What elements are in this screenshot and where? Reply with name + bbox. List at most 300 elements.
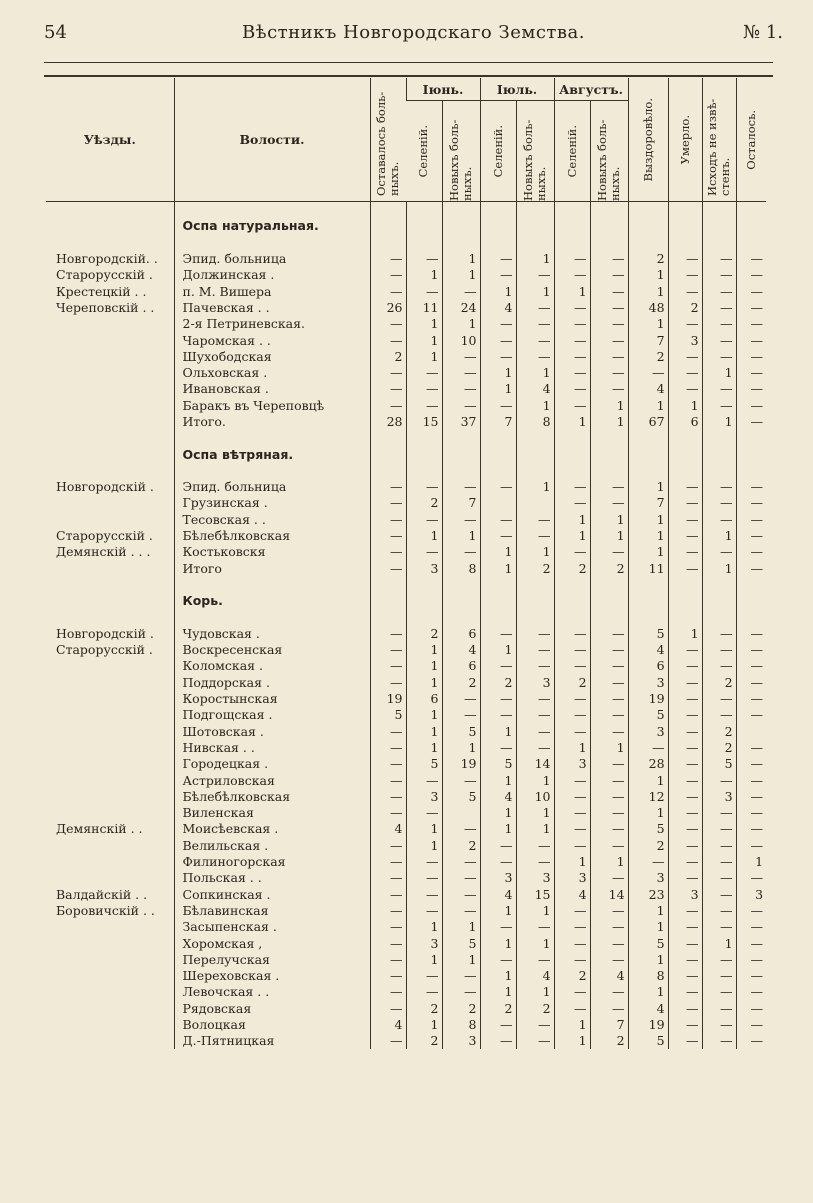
value-cell: — — [370, 854, 406, 870]
value-cell: 1 — [554, 414, 590, 430]
volost-cell: Подгощская . — [174, 707, 370, 723]
value-cell: 1 — [480, 365, 516, 381]
value-cell: — — [406, 544, 442, 560]
value-cell: 2 — [370, 349, 406, 365]
spacer-cell — [702, 202, 736, 219]
value-cell: 3 — [480, 870, 516, 886]
empty-cell — [554, 446, 590, 462]
value-cell: 5 — [702, 756, 736, 772]
value-cell: — — [590, 838, 628, 854]
empty-cell — [370, 446, 406, 462]
table-row — [46, 283, 766, 299]
table-row — [46, 968, 766, 984]
value-cell: — — [590, 495, 628, 511]
value-cell: 1 — [442, 919, 480, 935]
spacer-cell — [554, 235, 590, 251]
table-row — [46, 332, 766, 348]
value-cell: — — [668, 283, 702, 299]
spacer-cell — [370, 577, 406, 593]
value-cell: — — [668, 968, 702, 984]
value-cell: 2 — [442, 1001, 480, 1017]
value-cell: 1 — [406, 838, 442, 854]
value-cell: — — [442, 903, 480, 919]
value-cell: — — [702, 903, 736, 919]
value-cell: 5 — [628, 707, 668, 723]
value-cell: — — [590, 332, 628, 348]
value-cell: 1 — [442, 740, 480, 756]
value-cell: 4 — [480, 789, 516, 805]
value-cell: 1 — [516, 984, 554, 1000]
value-cell: 1 — [702, 935, 736, 951]
spacer-cell — [736, 430, 766, 446]
spacer-cell — [628, 202, 668, 219]
spacer-cell — [174, 430, 370, 446]
table-row — [46, 821, 766, 837]
value-cell: — — [516, 1017, 554, 1033]
value-cell: — — [736, 495, 766, 511]
value-cell: 5 — [628, 1033, 668, 1049]
value-cell: 1 — [736, 854, 766, 870]
value-cell: — — [516, 707, 554, 723]
value-cell: — — [554, 838, 590, 854]
empty-cell — [668, 218, 702, 234]
col-uezd: Уѣзды. — [46, 78, 174, 202]
value-cell: — — [590, 691, 628, 707]
value-cell: — — [668, 740, 702, 756]
value-cell: — — [668, 691, 702, 707]
uezd-cell: Крестецкій . . — [56, 283, 147, 299]
value-cell: — — [590, 789, 628, 805]
value-cell: 1 — [554, 854, 590, 870]
value-cell: 1 — [590, 740, 628, 756]
spacer-cell — [480, 202, 516, 219]
value-cell: 1 — [480, 968, 516, 984]
value-cell: — — [702, 821, 736, 837]
spacer-cell — [46, 235, 174, 251]
volost-cell: Эпид. больница — [174, 251, 370, 267]
value-cell: 1 — [442, 528, 480, 544]
value-cell: — — [370, 724, 406, 740]
uezd-cell — [46, 512, 174, 528]
value-cell — [442, 805, 480, 821]
value-cell: — — [668, 1033, 702, 1049]
value-cell: 1 — [554, 528, 590, 544]
value-cell: 67 — [628, 414, 668, 430]
section-spacer — [46, 577, 766, 593]
table-row — [46, 870, 766, 886]
value-cell: 1 — [590, 528, 628, 544]
value-cell: 1 — [406, 332, 442, 348]
value-cell: 14 — [516, 756, 554, 772]
volost-cell: Польская . . — [174, 870, 370, 886]
value-cell: 5 — [628, 935, 668, 951]
value-cell: — — [668, 365, 702, 381]
value-cell: 1 — [406, 675, 442, 691]
value-cell: 1 — [516, 903, 554, 919]
value-cell: — — [736, 479, 766, 495]
value-cell: — — [590, 984, 628, 1000]
value-cell: — — [370, 332, 406, 348]
value-cell: — — [554, 903, 590, 919]
table-row — [46, 1033, 766, 1049]
spacer-cell — [480, 430, 516, 446]
value-cell: 1 — [628, 544, 668, 560]
value-cell: — — [554, 658, 590, 674]
value-cell: 5 — [628, 821, 668, 837]
spacer-cell — [174, 235, 370, 251]
spacer-cell — [736, 235, 766, 251]
table-row — [46, 984, 766, 1000]
value-cell — [480, 495, 516, 511]
value-cell: — — [590, 805, 628, 821]
volost-cell: Левочская . . — [174, 984, 370, 1000]
empty-cell — [628, 446, 668, 462]
table-row — [46, 626, 766, 642]
spacer-cell — [406, 202, 442, 219]
value-cell: — — [370, 984, 406, 1000]
value-cell: — — [516, 267, 554, 283]
value-cell: 1 — [554, 1017, 590, 1033]
spacer-cell — [554, 463, 590, 479]
empty-cell — [554, 593, 590, 609]
value-cell: — — [480, 658, 516, 674]
value-cell: — — [406, 903, 442, 919]
uezd-cell — [46, 707, 174, 723]
col-unknown: Исходъ не извѣ- стенъ. — [702, 78, 736, 202]
value-cell: — — [480, 251, 516, 267]
value-cell: — — [370, 870, 406, 886]
spacer-cell — [442, 202, 480, 219]
col-volost: Волости. — [174, 78, 370, 202]
value-cell: — — [370, 789, 406, 805]
value-cell: — — [554, 952, 590, 968]
value-cell: — — [736, 968, 766, 984]
value-cell: — — [406, 365, 442, 381]
value-cell: — — [702, 658, 736, 674]
table-header — [46, 78, 766, 202]
value-cell: 3 — [516, 675, 554, 691]
value-cell: — — [554, 316, 590, 332]
value-cell: 1 — [406, 740, 442, 756]
table-top-rule — [44, 75, 773, 77]
spacer-cell — [628, 577, 668, 593]
value-cell: 15 — [406, 414, 442, 430]
volost-cell: Виленская — [174, 805, 370, 821]
table-row — [46, 740, 766, 756]
uezd-cell: Новгородскій . — [56, 479, 154, 495]
empty-cell — [590, 218, 628, 234]
volost-cell: Перелучская — [174, 952, 370, 968]
value-cell: — — [736, 984, 766, 1000]
value-cell: — — [736, 675, 766, 691]
value-cell: 1 — [516, 544, 554, 560]
table-row — [46, 789, 766, 805]
empty-cell — [442, 218, 480, 234]
value-cell: 1 — [590, 414, 628, 430]
value-cell: — — [554, 365, 590, 381]
spacer-cell — [174, 463, 370, 479]
table-row — [46, 381, 766, 397]
value-cell: — — [736, 414, 766, 430]
spacer-cell — [442, 463, 480, 479]
value-cell: 1 — [480, 772, 516, 788]
value-cell: — — [702, 854, 736, 870]
uezd-cell: Новгородскій . — [56, 625, 154, 641]
value-cell: 1 — [516, 479, 554, 495]
volost-cell: Рядовская — [174, 1001, 370, 1017]
value-cell: — — [668, 821, 702, 837]
value-cell: 15 — [516, 886, 554, 902]
value-cell: 5 — [480, 756, 516, 772]
value-cell: — — [442, 772, 480, 788]
value-cell: 1 — [516, 251, 554, 267]
value-cell: 3 — [668, 886, 702, 902]
value-cell: — — [736, 691, 766, 707]
spacer-cell — [516, 202, 554, 219]
value-cell: 1 — [406, 1017, 442, 1033]
spacer-cell — [668, 609, 702, 625]
col-group-jun: Іюнь. — [406, 78, 480, 101]
value-cell: 1 — [628, 267, 668, 283]
value-cell: — — [406, 805, 442, 821]
value-cell: 1 — [516, 935, 554, 951]
value-cell — [516, 495, 554, 511]
value-cell: — — [736, 707, 766, 723]
value-cell: — — [554, 919, 590, 935]
value-cell: — — [668, 561, 702, 577]
value-cell: 6 — [668, 414, 702, 430]
value-cell: — — [554, 626, 590, 642]
spacer-cell — [736, 202, 766, 219]
value-cell: — — [702, 1033, 736, 1049]
value-cell: — — [516, 838, 554, 854]
col-jun-new: Новыхъ боль- ныхъ. — [442, 101, 480, 202]
section-title: Оспа вѣтряная. — [174, 446, 370, 462]
value-cell: 1 — [406, 919, 442, 935]
value-cell: — — [370, 1033, 406, 1049]
value-cell: 19 — [628, 691, 668, 707]
value-cell: — — [668, 854, 702, 870]
value-cell: 10 — [442, 332, 480, 348]
value-cell: — — [442, 365, 480, 381]
value-cell: — — [668, 267, 702, 283]
col-remained: Оставалось боль- ныхъ. — [370, 78, 406, 202]
value-cell: — — [702, 479, 736, 495]
value-cell: — — [668, 544, 702, 560]
value-cell: 1 — [406, 267, 442, 283]
uezd-cell — [46, 365, 174, 381]
uezd-cell: Боровичскій . . — [56, 902, 155, 918]
value-cell: 1 — [480, 561, 516, 577]
empty-cell — [516, 593, 554, 609]
spacer-cell — [46, 577, 174, 593]
value-cell: — — [702, 886, 736, 902]
value-cell: — — [370, 365, 406, 381]
value-cell: — — [668, 642, 702, 658]
value-cell: — — [736, 805, 766, 821]
spacer-cell — [702, 430, 736, 446]
table-row — [46, 805, 766, 821]
value-cell: 1 — [480, 381, 516, 397]
volost-cell: Волоцкая — [174, 1017, 370, 1033]
value-cell: — — [590, 479, 628, 495]
value-cell: — — [516, 642, 554, 658]
table-row — [46, 642, 766, 658]
value-cell: — — [590, 724, 628, 740]
value-cell: — — [736, 838, 766, 854]
value-cell: — — [516, 512, 554, 528]
spacer-cell — [516, 577, 554, 593]
value-cell: 1 — [628, 952, 668, 968]
empty-cell — [628, 593, 668, 609]
section-title-row — [46, 446, 766, 462]
page-number: 54 — [44, 22, 67, 43]
value-cell: — — [442, 821, 480, 837]
value-cell: 8 — [442, 1017, 480, 1033]
value-cell: — — [590, 544, 628, 560]
volost-cell: Чудовская . — [174, 626, 370, 642]
value-cell: 1 — [480, 642, 516, 658]
table-row — [46, 544, 766, 560]
value-cell: 2 — [442, 675, 480, 691]
value-cell: — — [590, 283, 628, 299]
value-cell: — — [590, 267, 628, 283]
value-cell: — — [480, 691, 516, 707]
value-cell: — — [702, 349, 736, 365]
value-cell: — — [736, 528, 766, 544]
col-recovered: Выздоровѣло. — [628, 78, 668, 202]
value-cell: 4 — [554, 886, 590, 902]
value-cell: 2 — [702, 675, 736, 691]
value-cell: — — [480, 707, 516, 723]
value-cell: — — [516, 854, 554, 870]
spacer-cell — [480, 609, 516, 625]
value-cell: 2 — [668, 300, 702, 316]
value-cell: — — [406, 512, 442, 528]
value-cell: — — [480, 626, 516, 642]
value-cell: 1 — [702, 365, 736, 381]
value-cell: — — [480, 740, 516, 756]
value-cell: 37 — [442, 414, 480, 430]
value-cell: 2 — [628, 838, 668, 854]
value-cell: — — [516, 300, 554, 316]
uezd-cell — [46, 332, 174, 348]
uezd-cell — [46, 349, 174, 365]
empty-cell — [480, 218, 516, 234]
uezd-cell — [46, 870, 174, 886]
spacer-cell — [406, 430, 442, 446]
value-cell: — — [442, 968, 480, 984]
uezd-cell: Валдайскій . . — [56, 886, 148, 902]
uezd-cell — [46, 854, 174, 870]
value-cell: — — [370, 805, 406, 821]
value-cell: — — [702, 251, 736, 267]
value-cell: — — [736, 300, 766, 316]
value-cell: — — [702, 381, 736, 397]
value-cell: — — [554, 772, 590, 788]
table-row — [46, 267, 766, 283]
value-cell: — — [406, 251, 442, 267]
value-cell: — — [736, 512, 766, 528]
value-cell: 23 — [628, 886, 668, 902]
value-cell: — — [442, 870, 480, 886]
volost-cell: Хоромская , — [174, 935, 370, 951]
volost-cell: Итого — [174, 561, 370, 577]
value-cell: 1 — [702, 414, 736, 430]
value-cell: — — [480, 1017, 516, 1033]
value-cell: 2 — [406, 1001, 442, 1017]
value-cell: — — [554, 789, 590, 805]
value-cell: — — [628, 854, 668, 870]
value-cell: — — [668, 724, 702, 740]
value-cell: — — [736, 870, 766, 886]
value-cell: — — [668, 756, 702, 772]
value-cell: — — [370, 658, 406, 674]
value-cell: — — [668, 707, 702, 723]
value-cell: 1 — [590, 854, 628, 870]
table-row — [46, 952, 766, 968]
value-cell: — — [554, 251, 590, 267]
table-row — [46, 479, 766, 495]
value-cell: — — [516, 740, 554, 756]
spacer-cell — [516, 430, 554, 446]
value-cell: 3 — [406, 935, 442, 951]
value-cell: 2 — [702, 724, 736, 740]
value-cell: — — [736, 561, 766, 577]
table-body — [46, 202, 766, 1050]
value-cell: 1 — [406, 316, 442, 332]
value-cell: — — [480, 919, 516, 935]
value-cell: 1 — [516, 283, 554, 299]
value-cell: — — [442, 544, 480, 560]
table-row — [46, 365, 766, 381]
value-cell: 1 — [480, 724, 516, 740]
value-cell: 4 — [516, 968, 554, 984]
spacer-cell — [46, 202, 174, 219]
value-cell: 1 — [480, 805, 516, 821]
value-cell: — — [442, 707, 480, 723]
spacer-cell — [442, 235, 480, 251]
empty-cell — [516, 446, 554, 462]
value-cell: 1 — [628, 919, 668, 935]
value-cell: 3 — [406, 789, 442, 805]
value-cell: — — [668, 1017, 702, 1033]
statistics-table — [46, 78, 766, 1049]
value-cell: — — [370, 316, 406, 332]
value-cell: 1 — [628, 283, 668, 299]
value-cell: — — [736, 283, 766, 299]
value-cell: 1 — [406, 642, 442, 658]
spacer-cell — [406, 463, 442, 479]
value-cell: 1 — [668, 626, 702, 642]
uezd-cell: Демянскій . . . — [56, 544, 151, 560]
uezd-cell — [46, 756, 174, 772]
empty-cell — [406, 446, 442, 462]
value-cell: — — [554, 821, 590, 837]
value-cell: — — [442, 283, 480, 299]
value-cell: 1 — [628, 512, 668, 528]
spacer-cell — [702, 463, 736, 479]
value-cell: — — [628, 365, 668, 381]
value-cell: — — [554, 984, 590, 1000]
spacer-cell — [370, 430, 406, 446]
empty-cell — [406, 593, 442, 609]
table-row — [46, 838, 766, 854]
volost-cell: Грузинская . — [174, 495, 370, 511]
value-cell: 3 — [668, 332, 702, 348]
value-cell: — — [370, 919, 406, 935]
col-aug-new: Новыхъ боль- ныхъ. — [590, 101, 628, 202]
